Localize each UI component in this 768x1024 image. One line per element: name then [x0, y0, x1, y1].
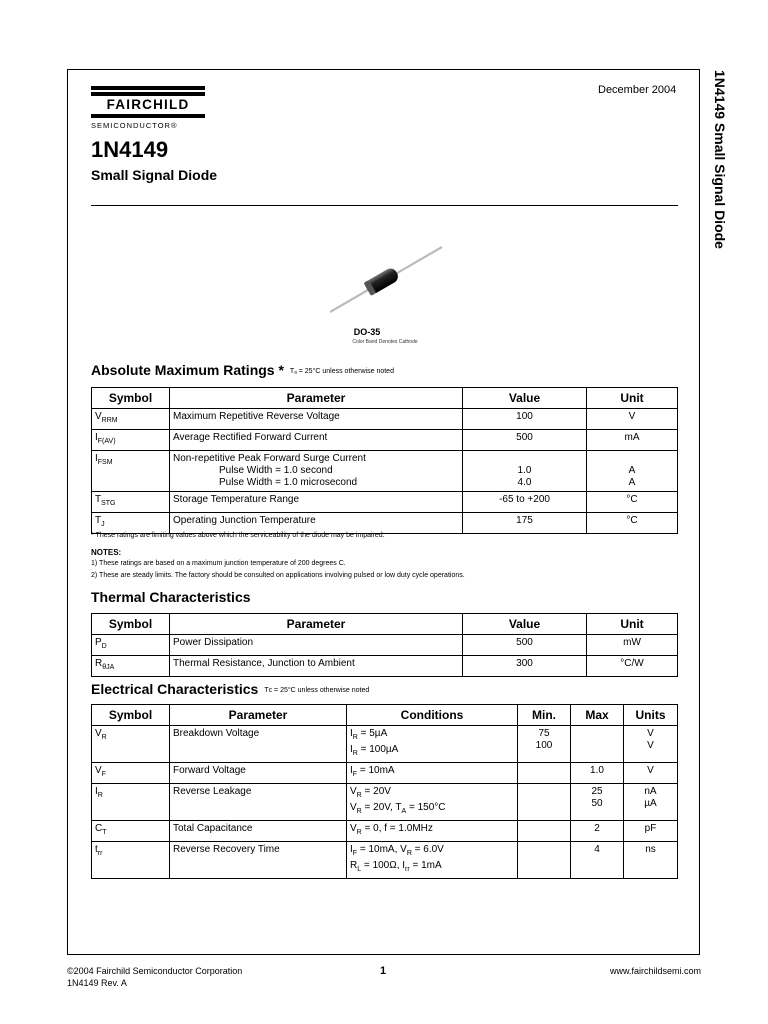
header-divider: [91, 205, 678, 206]
electrical-table: [91, 704, 678, 879]
do35-package-image: [330, 245, 450, 320]
table-row: $V_{RRM}$ Maximum Repetitive Reverse Voltage 100 V: [92, 409, 678, 430]
table-row: $R_{\theta JA}$ Thermal Resistance, Junction to Ambient 300 °C/W: [92, 656, 678, 677]
ratings-footnote: * These ratings are limiting values above which the serviceability of the diode may be impaired.: [91, 532, 385, 539]
footer-revision: 1N4149 Rev. A: [67, 978, 127, 988]
absolute-ratings-title: Absolute Maximum Ratings * Tₐ = 25°C unless otherwise noted: [91, 362, 394, 378]
side-title: 1N4149 Small Signal Diode: [712, 70, 728, 249]
package-note: Color Band Denotes Cathode: [352, 339, 418, 345]
footer-copyright: ©2004 Fairchild Semiconductor Corporation: [67, 966, 243, 976]
footer-website-link[interactable]: www.fairchildsemi.com: [610, 966, 702, 976]
absolute-ratings-table: [91, 387, 678, 534]
package-name: DO-35: [353, 327, 381, 337]
note-1: 1) These ratings are based on a maximum junction temperature of 200 degrees C.: [91, 560, 346, 567]
fairchild-logo: FAIRCHILD SEMICONDUCTOR®: [91, 86, 205, 130]
thermal-table: [91, 613, 678, 677]
table-header-row: Symbol Parameter Conditions Min. Max Units: [92, 705, 678, 726]
table-row: $C_T$ Total Capacitance $V_R = 0$, f = 1.0MHz 2 pF: [92, 821, 678, 842]
part-number: 1N4149: [91, 137, 169, 162]
table-row: $t_{rr}$ Reverse Recovery Time $I_F = 10mA$, $V_R = 6.0V$ $R_L = 100\Omega$, $I_{rr} = 1mA$ 4 ns: [92, 842, 678, 879]
table-row: $I_R$ Reverse Leakage $V_R = 20V$ $V_R = 20V$, $T_A = 150^\circ C$ 25 50 nA µA: [92, 784, 678, 821]
electrical-title: Electrical Characteristics Tᴄ = 25°C unless otherwise noted: [91, 681, 370, 697]
notes-label: NOTES:: [91, 548, 122, 557]
table-row: $T_J$ Operating Junction Temperature 175 °C: [92, 513, 678, 534]
table-header-row: Symbol Parameter Value Unit: [92, 388, 678, 409]
table-row: $T_{STG}$ Storage Temperature Range -65 to +200 °C: [92, 492, 678, 513]
table-row: $I_{F(AV)}$ Average Rectified Forward Current 500 mA: [92, 430, 678, 451]
thermal-title: Thermal Characteristics: [91, 589, 251, 605]
part-description: Small Signal Diode: [91, 167, 218, 183]
document-date: December 2004: [598, 84, 677, 96]
table-row: $I_{FSM}$ Non-repetitive Peak Forward Surge Current Pulse Width = 1.0 second Pulse Width = 1.0 microsecond 1.0 4.0 A A: [92, 451, 678, 492]
table-row: $P_D$ Power Dissipation 500 mW: [92, 635, 678, 656]
note-2: 2) These are steady limits. The factory should be consulted on applications involving pulsed or low duty cycle operations.: [91, 572, 465, 579]
table-row: $V_F$ Forward Voltage $I_F = 10mA$ 1.0 V: [92, 763, 678, 784]
table-row: $V_R$ Breakdown Voltage $I_R = 5\mu A$ $I_R = 100\mu A$ 75 100 V V: [92, 726, 678, 763]
table-header-row: Symbol Parameter Value Unit: [92, 614, 678, 635]
page-number: 1: [380, 965, 387, 977]
